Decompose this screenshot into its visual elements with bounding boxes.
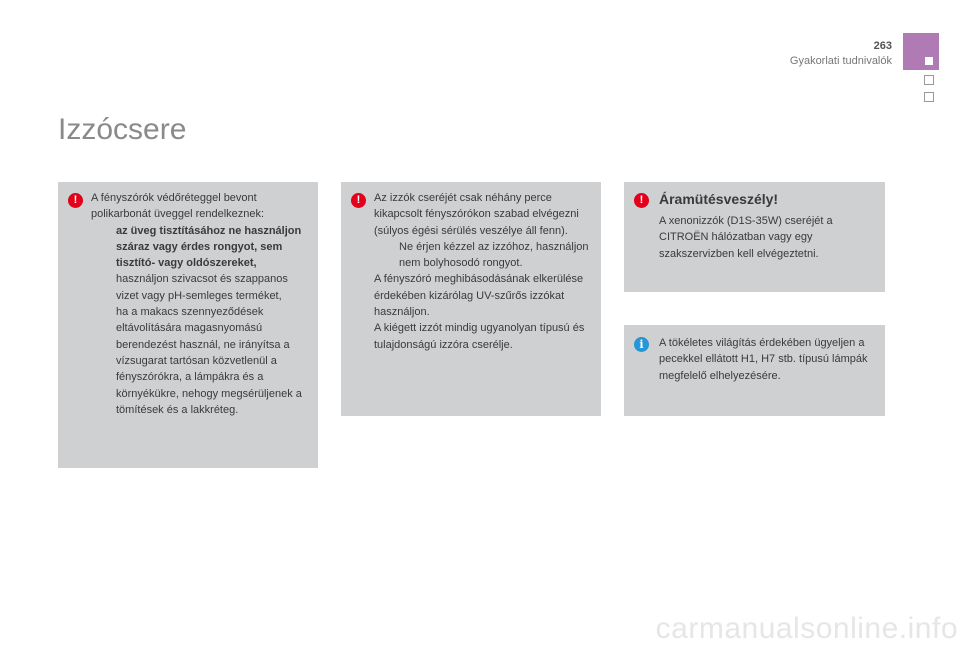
box2-para2: A fényszóró meghibásodásának elkerülése érdekében kizárólag UV-szűrős izzókat használjon. bbox=[374, 273, 584, 319]
chapter-tab bbox=[903, 33, 939, 70]
list-item bbox=[91, 223, 313, 272]
warning-box-headlamp-glass bbox=[58, 182, 318, 468]
box3-heading: Áramütésveszély! bbox=[659, 191, 779, 207]
warning-icon: ! bbox=[351, 193, 366, 208]
box1-intro: A fényszórók védőréteggel bevont polikarbonát üveggel rendelkeznek: bbox=[91, 192, 265, 221]
watermark: carmanualsonline.info bbox=[655, 612, 958, 645]
page-title: Izzócsere bbox=[58, 113, 187, 147]
box2-intro: Az izzók cseréjét csak néhány perce kikapcsolt fényszórókon szabad elvégezni (súlyos égési sérülés veszélye áll fenn). bbox=[374, 192, 579, 237]
box1-bullet3: ha a makacs szennyeződések eltávolítására magasnyomású berendezést használ, ne irányítsa a vízsugarat tartósan közvetlenül a fényszórókra, a lámpákra és a környékükre, nehogy megsérüljenek a tömítések és a lakkréteg. bbox=[116, 306, 302, 416]
box3-text: A xenonizzók (D1S-35W) cseréjét a CITROËN hálózatban vagy egy szakszervizben kell elvégeztetni. bbox=[659, 215, 833, 260]
info-box-lighting bbox=[624, 325, 885, 416]
box4-text: A tökéletes világítás érdekében ügyeljen a pecekkel ellátott H1, H7 stb. típusú lámpák megfelelő elhelyezésére. bbox=[659, 337, 868, 382]
box1-bullet2: használjon szivacsot és szappanos vizet vagy pH-semleges terméket, bbox=[116, 273, 288, 302]
box1-bullet1: az üveg tisztításához ne használjon száraz vagy érdes rongyot, sem tisztító- vagy oldószereket, bbox=[116, 224, 302, 270]
section-title: Gyakorlati tudnivalók bbox=[789, 55, 892, 67]
box2-bullet: Ne érjen kézzel az izzóhoz, használjon nem bolyhosodó rongyot. bbox=[399, 240, 589, 270]
warning-icon: ! bbox=[68, 193, 83, 208]
warning-icon: ! bbox=[634, 193, 649, 208]
warning-box-electric-shock bbox=[624, 182, 885, 292]
side-square-2 bbox=[924, 92, 934, 102]
tab-marker bbox=[925, 57, 933, 65]
page-number: 263 bbox=[873, 40, 892, 52]
list-item bbox=[91, 271, 313, 304]
warning-box-bulb-handling bbox=[341, 182, 601, 416]
list-item bbox=[374, 239, 596, 272]
side-square-1 bbox=[924, 75, 934, 85]
warning-text-1 bbox=[91, 190, 313, 418]
info-icon: i bbox=[634, 337, 649, 352]
info-text bbox=[659, 335, 881, 384]
warning-text-3 bbox=[659, 190, 877, 262]
list-item bbox=[91, 304, 313, 418]
warning-text-2 bbox=[374, 190, 596, 353]
box2-para3: A kiégett izzót mindig ugyanolyan típusú és tulajdonságú izzóra cserélje. bbox=[374, 322, 585, 351]
